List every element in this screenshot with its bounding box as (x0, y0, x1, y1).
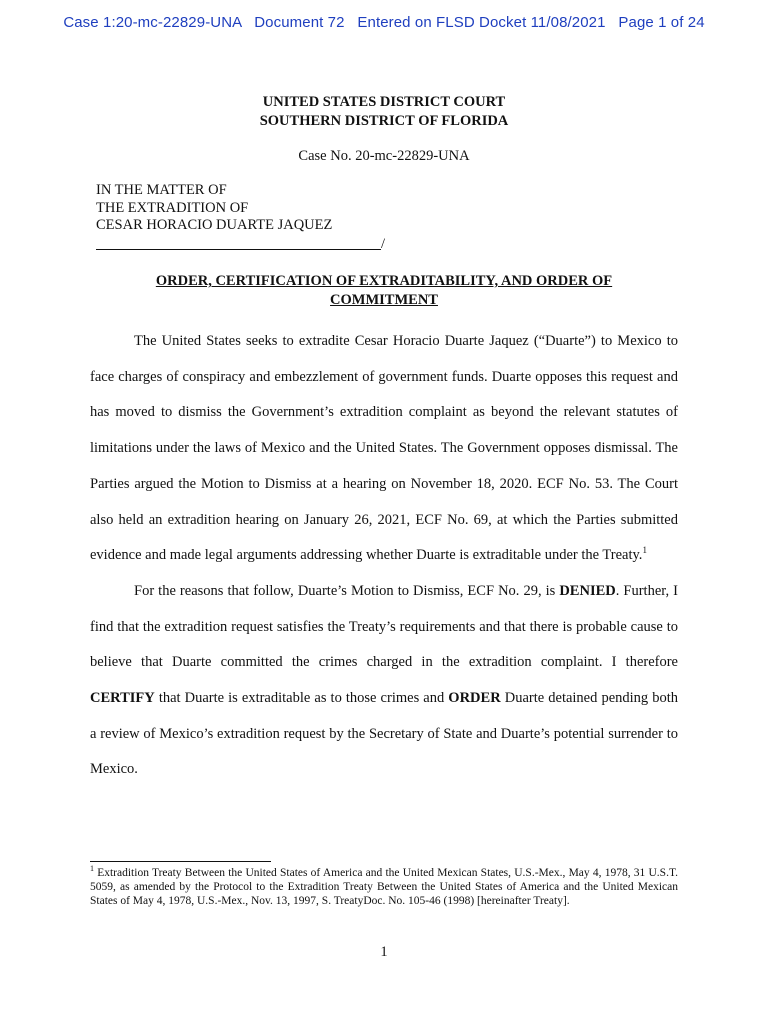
header-entered: Entered on FLSD Docket 11/08/2021 (357, 14, 606, 31)
title-line-1: ORDER, CERTIFICATION OF EXTRADITABILITY, AND ORDER OF (155, 273, 613, 289)
case-number: Case No. 20-mc-22829-UNA (298, 148, 470, 164)
paragraph-2-text-a: For the reasons that follow, Duarte’s Motion to Dismiss, ECF No. 29, is (134, 582, 560, 599)
order-text: ORDER (448, 690, 501, 707)
page-number: 1 (380, 944, 388, 960)
footnote-text: Extradition Treaty Between the United States of America and the United Mexican States, U.S.-Mex., May 4, 1978, 31 U.S.T. 5059, as amended by the Protocol to the Extradition Treaty Between the United States of America and the United Mexican States of May 4, 1978, U.S.-Mex., Nov. 13, 1997, S. TreatyDoc. No. 105-46 (1998) [hereinafter Treaty]. (90, 867, 678, 907)
paragraph-2-text-b: . Further, I find that the extradition request satisfies the Treaty’s requirements and that there is probable cause to believe that Duarte committed the crimes charged in the extradition complaint. I therefore (90, 582, 678, 671)
denied-text: DENIED (559, 582, 616, 599)
matter-line-2: THE EXTRADITION OF (96, 199, 249, 216)
order-title (120, 272, 648, 310)
court-heading (0, 93, 768, 131)
paragraph-1-text: The United States seeks to extradite Cesar Horacio Duarte Jaquez (“Duarte”) to Mexico to face charges of conspiracy and embezzlement of government funds. Duarte opposes this request and has moved to dismiss the Government’s extradition complaint as beyond the relevant statutes of limitations under the laws of Mexico and the United States. The Government opposes dismissal. The Parties argued the Motion to Dismiss at a hearing on November 18, 2020. ECF No. 53. The Court also held an extradition hearing on January 26, 2021, ECF No. 69, at which the Parties submitted evidence and made legal arguments addressing whether Duarte is extraditable under the Treaty. (90, 333, 678, 564)
court-line-1: UNITED STATES DISTRICT COURT (262, 94, 506, 110)
footnote-ref: 1 (642, 545, 647, 556)
paragraph-2-text-d: Duarte detained pending both a review of Mexico’s extradition request by the Secretary of State and Duarte’s potential surrender to Mexico. (90, 690, 679, 778)
caption-slash: / (381, 236, 386, 252)
caption-rule (96, 236, 385, 253)
certify-text: CERTIFY (90, 690, 155, 707)
footnote-divider (90, 861, 271, 862)
header-case: Case 1:20-mc-22829-UNA (63, 14, 242, 31)
court-line-2: SOUTHERN DISTRICT OF FLORIDA (259, 113, 509, 129)
title-line-2: COMMITMENT (330, 292, 438, 308)
footnote (90, 866, 678, 908)
header-document: Document 72 (254, 14, 345, 31)
footnote-number: 1 (90, 864, 94, 874)
paragraph-2-text-c: that Duarte is extraditable as to those crimes and (154, 690, 449, 707)
matter-caption (96, 182, 332, 235)
paragraph-1 (90, 324, 678, 574)
caption-underline (96, 249, 381, 250)
paragraph-2 (90, 574, 678, 788)
matter-line-1: IN THE MATTER OF (96, 182, 227, 198)
header-page: Page 1 of 24 (618, 14, 705, 31)
matter-line-3: CESAR HORACIO DUARTE JAQUEZ (96, 217, 333, 233)
order-body (90, 324, 678, 788)
docket-header (0, 14, 768, 31)
